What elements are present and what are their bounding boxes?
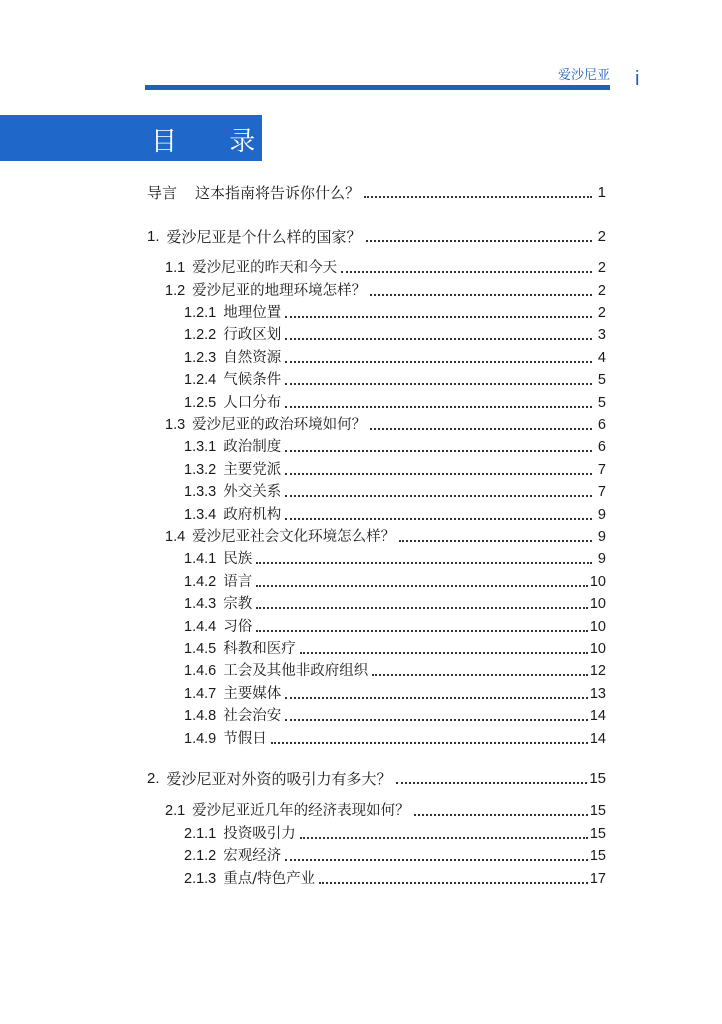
- toc-entry-1-4-4[interactable]: [184, 617, 606, 637]
- toc-page: 3: [597, 327, 606, 343]
- toc-entry-2-1[interactable]: [165, 801, 606, 821]
- toc-entry-1-2[interactable]: [165, 281, 606, 301]
- toc-leader: [370, 428, 592, 430]
- toc-number: 2.1.2: [184, 848, 217, 864]
- toc-label: 爱沙尼亚的地理环境怎样？: [192, 283, 367, 299]
- toc-label: 气候条件: [223, 372, 282, 388]
- toc-entry-1-4-8[interactable]: [184, 706, 606, 726]
- toc-number: 1.2.5: [184, 395, 217, 411]
- toc-label: 主要媒体: [223, 686, 282, 702]
- toc-leader: [370, 294, 592, 296]
- toc-number: 1.4.7: [184, 686, 217, 702]
- toc-label: 爱沙尼亚是个什么样的国家？: [166, 228, 362, 246]
- toc-leader: [285, 495, 592, 497]
- toc-label: 外交关系: [223, 484, 282, 500]
- toc-leader: [300, 652, 588, 654]
- toc-number: 2.1: [165, 803, 186, 819]
- toc-page: 5: [597, 372, 606, 388]
- running-title: 爱沙尼亚: [557, 68, 610, 83]
- toc-page: 5: [597, 395, 606, 411]
- toc-entry-1-2-4[interactable]: [184, 370, 606, 390]
- toc-number: 2.1.3: [184, 871, 217, 887]
- toc-leader: [285, 518, 592, 520]
- toc-leader: [285, 361, 592, 363]
- toc-page: 14: [589, 708, 606, 724]
- toc-page: 6: [597, 439, 606, 455]
- toc-number: 1.4.9: [184, 731, 217, 747]
- toc-number: 1.4.4: [184, 619, 217, 635]
- toc-leader: [319, 882, 588, 884]
- toc-page: 1: [597, 184, 606, 201]
- toc-page: 7: [597, 462, 606, 478]
- toc-leader: [285, 719, 588, 721]
- toc-entry-1-4-1[interactable]: [184, 549, 606, 569]
- toc-entry-1-4-9[interactable]: [184, 729, 606, 749]
- toc-page: 2: [597, 228, 606, 245]
- toc-leader: [399, 540, 592, 542]
- toc-leader: [285, 406, 592, 408]
- toc-page: 12: [589, 663, 606, 679]
- toc-leader: [285, 338, 592, 340]
- toc-page: 2: [597, 283, 606, 299]
- toc-number: 1.4: [165, 529, 186, 545]
- toc-label: 这本指南将告诉你什么？: [195, 184, 361, 202]
- toc-entry-2-1-3[interactable]: [184, 869, 606, 889]
- toc-number: 1.4.1: [184, 551, 217, 567]
- toc-leader: [256, 585, 588, 587]
- toc-number: 2.1.1: [184, 826, 217, 842]
- page-title: 目 录: [151, 127, 278, 157]
- toc-page: 10: [589, 596, 606, 612]
- toc-leader: [256, 607, 588, 609]
- toc-number: 导言: [147, 184, 178, 202]
- toc-label: 社会治安: [223, 708, 282, 724]
- toc-number: 1.3.1: [184, 439, 217, 455]
- toc-page: 15: [589, 770, 606, 787]
- toc-label: 爱沙尼亚的昨天和今天: [192, 260, 338, 276]
- toc-leader: [341, 271, 592, 273]
- toc-page: 9: [597, 529, 606, 545]
- toc-entry-1-4[interactable]: [165, 527, 606, 547]
- toc-page: 2: [597, 260, 606, 276]
- toc-number: 1.4.2: [184, 574, 217, 590]
- toc-leader: [285, 316, 592, 318]
- toc-leader: [372, 674, 588, 676]
- page-numeral: i: [635, 68, 640, 90]
- toc-number: 1.4.6: [184, 663, 217, 679]
- toc-entry-1-4-2[interactable]: [184, 572, 606, 592]
- toc-entry-1-4-7[interactable]: [184, 684, 606, 704]
- toc-leader: [285, 473, 592, 475]
- toc-label: 爱沙尼亚的政治环境如何？: [192, 417, 367, 433]
- toc-number: 1.2.2: [184, 327, 217, 343]
- toc-leader: [285, 450, 592, 452]
- toc-label: 爱沙尼亚社会文化环境怎么样？: [192, 529, 396, 545]
- toc-leader: [396, 782, 588, 784]
- toc-entry-1-3-1[interactable]: [184, 437, 606, 457]
- toc-label: 工会及其他非政府组织: [223, 663, 369, 679]
- toc-entry-1-3[interactable]: [165, 415, 606, 435]
- toc-entry-1-2-2[interactable]: [184, 325, 606, 345]
- toc-label: 重点/特色产业: [223, 871, 316, 887]
- toc-label: 行政区划: [223, 327, 282, 343]
- toc-page: 14: [589, 731, 606, 747]
- toc-label: 科教和医疗: [223, 641, 296, 657]
- toc-label: 爱沙尼亚对外资的吸引力有多大？: [166, 770, 392, 788]
- toc-number: 1.3: [165, 417, 186, 433]
- toc-leader: [300, 837, 588, 839]
- toc-page: 2: [597, 305, 606, 321]
- toc-entry-2-1-1[interactable]: [184, 824, 606, 844]
- toc-entry-1-4-6[interactable]: [184, 661, 606, 681]
- toc-number: 1.4.5: [184, 641, 217, 657]
- toc-leader: [414, 814, 588, 816]
- toc-label: 人口分布: [223, 395, 282, 411]
- toc-entry-1-4-3[interactable]: [184, 594, 606, 614]
- toc-leader: [256, 630, 588, 632]
- toc-label: 爱沙尼亚近几年的经济表现如何？: [192, 803, 410, 819]
- toc-label: 节假日: [223, 731, 267, 747]
- toc-leader: [285, 697, 588, 699]
- toc-entry-1-4-5[interactable]: [184, 639, 606, 659]
- toc-page: 15: [589, 803, 606, 819]
- toc-page: 10: [589, 574, 606, 590]
- toc-entry-1-2-5[interactable]: [184, 393, 606, 413]
- toc-page: 13: [589, 686, 606, 702]
- toc-label: 政府机构: [223, 507, 282, 523]
- toc-page: 17: [589, 871, 606, 887]
- toc-number: 1.3.2: [184, 462, 217, 478]
- toc-page: 9: [597, 507, 606, 523]
- toc-label: 民族: [223, 551, 253, 567]
- toc-entry-chapter-1[interactable]: [147, 227, 606, 247]
- toc-number: 1.2: [165, 283, 186, 299]
- toc-entry-1-3-3[interactable]: [184, 482, 606, 502]
- toc-leader: [285, 859, 588, 861]
- toc-number: 1.2.4: [184, 372, 217, 388]
- toc-label: 地理位置: [223, 305, 282, 321]
- toc-number: 1.: [147, 228, 160, 245]
- toc-label: 政治制度: [223, 439, 282, 455]
- toc-entry-1-3-2[interactable]: [184, 460, 606, 480]
- toc-number: 2.: [147, 770, 160, 787]
- toc-number: 1.4.3: [184, 596, 217, 612]
- toc-number: 1.3.4: [184, 507, 217, 523]
- toc-number: 1.2.3: [184, 350, 217, 366]
- toc-label: 习俗: [223, 619, 253, 635]
- toc-entry-1-1[interactable]: [165, 258, 606, 278]
- toc-entry-2-1-2[interactable]: [184, 846, 606, 866]
- toc-page: 15: [589, 826, 606, 842]
- toc-page: 4: [597, 350, 606, 366]
- toc-page: 9: [597, 551, 606, 567]
- toc-leader: [364, 196, 592, 198]
- toc-number: 1.3.3: [184, 484, 217, 500]
- toc-page: 7: [597, 484, 606, 500]
- toc-page: 15: [589, 848, 606, 864]
- toc-page: 10: [589, 619, 606, 635]
- toc-number: 1.2.1: [184, 305, 217, 321]
- toc-label: 宗教: [223, 596, 253, 612]
- toc-entry-1-2-3[interactable]: [184, 348, 606, 368]
- toc-entry-1-2-1[interactable]: [184, 303, 606, 323]
- toc-label: 主要党派: [223, 462, 282, 478]
- toc-label: 宏观经济: [223, 848, 282, 864]
- toc-number: 1.1: [165, 260, 186, 276]
- toc-leader: [285, 383, 592, 385]
- toc-page: 10: [589, 641, 606, 657]
- toc-number: 1.4.8: [184, 708, 217, 724]
- toc-page: 6: [597, 417, 606, 433]
- toc-leader: [366, 240, 592, 242]
- toc-label: 语言: [223, 574, 253, 590]
- toc-label: 自然资源: [223, 350, 282, 366]
- toc-label: 投资吸引力: [223, 826, 296, 842]
- toc-entry-1-3-4[interactable]: [184, 505, 606, 525]
- toc-entry-preface[interactable]: [147, 183, 606, 203]
- toc-entry-chapter-2[interactable]: [147, 769, 606, 789]
- toc-leader: [256, 562, 592, 564]
- toc-leader: [271, 742, 588, 744]
